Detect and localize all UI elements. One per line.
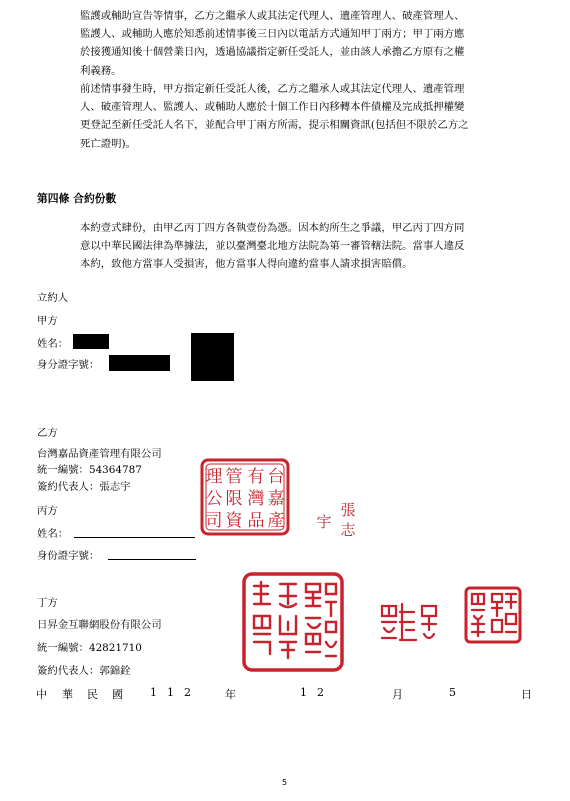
seal-glyph: 志 [340,521,356,539]
redacted-seal [191,333,234,381]
party-c-name-line [74,537,195,538]
seal-glyph: 有 [247,467,265,487]
redacted-id-number [109,355,170,371]
text-line: 本約，致他方當事人受損害，他方當事人得向違約當事人請求損害賠償。 [80,258,413,271]
representative-seal-stamp-d [464,586,522,644]
party-b-title: 乙方 [37,427,58,439]
seal-glyph: 灣 [247,489,265,509]
date-day-label: 日 [521,688,532,701]
seal-glyph: 產 [267,511,285,531]
representative-seal-stamp [310,497,360,541]
party-b-company: 台灣嘉品資產管理有限公司 [37,448,162,460]
seal-glyph: 管 [225,467,243,487]
party-a-title: 甲方 [37,315,58,327]
text-line: 本約壹式肆份，由甲乙丙丁四方各執壹份為憑。因本約所生之爭議，甲乙丙丁四方同 [80,222,465,234]
seal-glyph: 資 [225,511,243,531]
seal-glyph: 張 [340,501,356,519]
date-day: 5 [449,686,456,699]
seal-glyph: 嘉 [267,489,285,509]
party-d-company: 日昇金互聯網股份有限公司 [37,619,162,631]
text-line: 監護或輔助宣告等情事，乙方之繼承人或其法定代理人、遺產管理人、破產管理人、 [80,10,465,22]
text-line: 監護人、或輔助人應於知悉前述情事後三日內以電話方式通知甲丁兩方；甲丁兩方應 [80,28,465,41]
date-year-label: 年 [225,688,236,701]
seal-glyph: 理 [205,467,223,487]
date-month-digit: 2 [317,686,324,699]
clause-paragraph-3 [80,219,532,274]
text-line: 更登記至新任受託人名下，並配合甲丁兩方所需，提示相關資訊(包括但不限於乙方之 [80,119,469,132]
date-char: 中 [36,688,47,701]
date-year-digit: 1 [167,686,174,699]
party-c-title: 丙方 [37,505,58,517]
party-a-id-label: 身分證字號： [37,359,100,371]
text-line: 利義務。 [80,64,122,77]
text-line: 人、破產管理人、監護人、或輔助人應於十個工作日內移轉本件債權及完成抵押權變 [80,101,465,114]
article-heading: 第四條 合約份數 [37,192,117,205]
party-c-id-line [108,559,196,560]
date-char: 華 [62,688,73,701]
seal-glyph: 限 [225,489,243,509]
clause-paragraph-1 [80,7,532,80]
signatories-label: 立約人 [37,292,69,304]
text-line: 前述情事發生時，甲方指定新任受託人後，乙方之繼承人或其法定代理人、遺產管理 [80,83,465,95]
clause-paragraph-2 [80,80,532,153]
company-seal-stamp-d [242,572,344,672]
seal-glyph: 司 [205,511,223,531]
party-d-title: 丁方 [37,597,58,609]
text-line: 意以中華民國法律為準據法，並以臺灣臺北地方法院為第一審管轄法院。當事人違反 [80,240,465,253]
party-d-tax-id: 統一編號：42821710 [37,642,142,654]
date-month-label: 月 [392,688,403,701]
date-year-digit: 1 [150,686,157,699]
seal-glyph: 公 [205,489,223,509]
date-char: 民 [87,688,98,701]
party-c-id-label: 身份證字號： [37,550,100,562]
redacted-name [73,334,109,349]
party-b-representative: 簽約代表人：張志宇 [37,481,131,493]
text-line: 死亡證明)。 [80,137,137,150]
party-d-representative: 簽約代表人：郭錦銓 [37,665,131,677]
representative-seal-stamp-d-2 [376,598,446,648]
party-b-tax-id: 統一編號：54364787 [37,464,142,476]
company-seal-stamp [200,458,290,536]
party-a-name-label: 姓名： [37,338,69,350]
text-line: 於接獲通知後十個營業日內，透過協議指定新任受託人，並由該人承擔乙方原有之權 [80,46,465,59]
date-year-digit: 2 [184,686,191,699]
party-c-name-label: 姓名： [37,528,69,540]
date-month-digit: 1 [300,686,307,699]
seal-glyph: 品 [247,511,265,531]
seal-glyph: 宇 [316,513,332,531]
date-char: 國 [112,688,123,701]
page-number: 5 [282,778,288,787]
seal-glyph: 台 [267,467,285,487]
